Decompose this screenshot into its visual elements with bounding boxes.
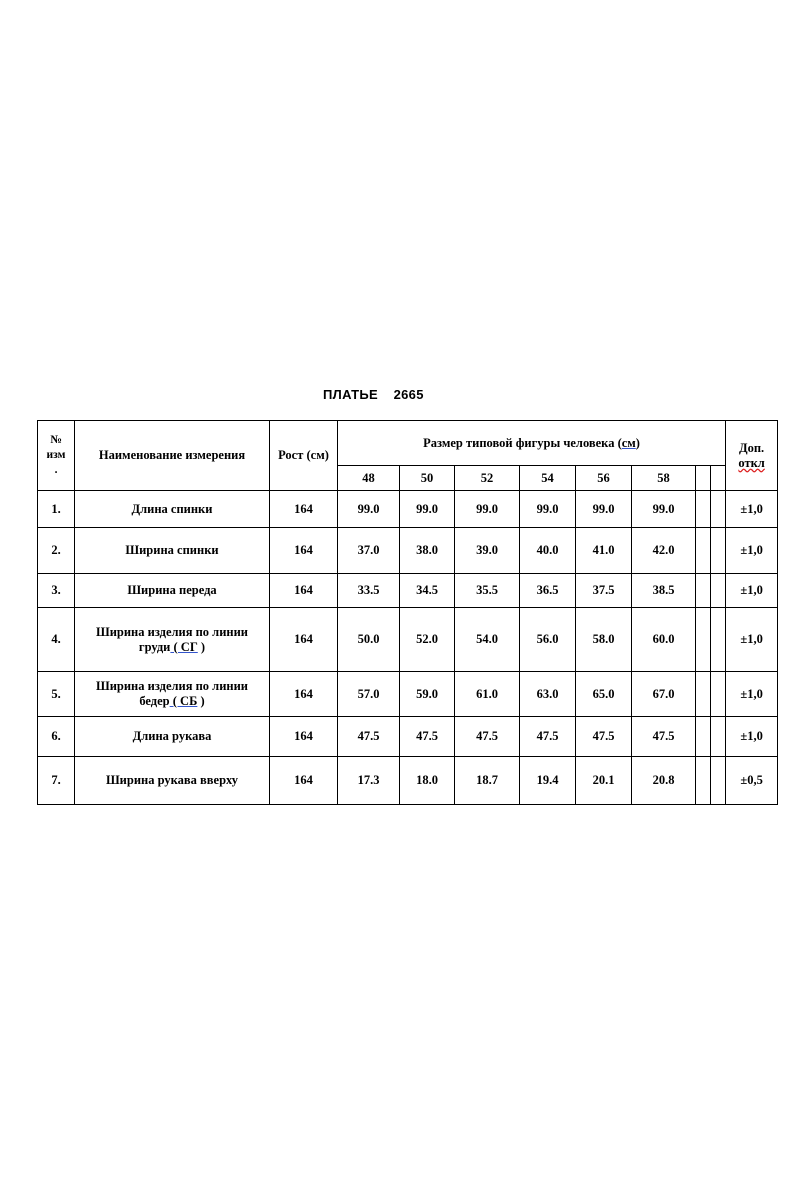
empty-size-cell: [711, 466, 726, 491]
row-rost: 164: [270, 757, 338, 805]
row-value: 61.0: [455, 672, 520, 717]
row-value: 20.1: [576, 757, 632, 805]
row-value: 37.5: [576, 574, 632, 608]
row-num: 1.: [38, 491, 75, 528]
row-num: 5.: [38, 672, 75, 717]
empty-cell: [696, 757, 711, 805]
row-num: 4.: [38, 608, 75, 672]
empty-cell: [696, 574, 711, 608]
row-value: 41.0: [576, 528, 632, 574]
header-row-1: [38, 421, 778, 466]
header-tolerance: Доп. откл: [726, 421, 778, 491]
row-value: 58.0: [576, 608, 632, 672]
row-num: 6.: [38, 717, 75, 757]
empty-cell: [711, 574, 726, 608]
row-rost: 164: [270, 491, 338, 528]
row-name: Ширина изделия по линии бедер ( СБ ): [75, 672, 270, 717]
row-name: Ширина переда: [75, 574, 270, 608]
row-value: 37.0: [338, 528, 400, 574]
row-value: 18.7: [455, 757, 520, 805]
empty-cell: [696, 491, 711, 528]
header-size: 50: [400, 466, 455, 491]
row-name: Ширина спинки: [75, 528, 270, 574]
row-value: 39.0: [455, 528, 520, 574]
row-tolerance: ±1,0: [726, 528, 778, 574]
row-value: 99.0: [632, 491, 696, 528]
row-value: 99.0: [520, 491, 576, 528]
row-name: Длина спинки: [75, 491, 270, 528]
row-tolerance: ±1,0: [726, 574, 778, 608]
row-value: 67.0: [632, 672, 696, 717]
row-value: 35.5: [455, 574, 520, 608]
table-row: [38, 491, 778, 528]
empty-cell: [711, 491, 726, 528]
header-size: 56: [576, 466, 632, 491]
row-value: 18.0: [400, 757, 455, 805]
row-num: 2.: [38, 528, 75, 574]
document-title: ПЛАТЬЕ 2665: [323, 387, 424, 402]
row-name: Ширина рукава вверху: [75, 757, 270, 805]
row-tolerance: ±1,0: [726, 672, 778, 717]
row-value: 47.5: [632, 717, 696, 757]
row-value: 34.5: [400, 574, 455, 608]
row-value: 38.0: [400, 528, 455, 574]
row-value: 99.0: [338, 491, 400, 528]
empty-cell: [696, 528, 711, 574]
unit-cm: см: [621, 435, 636, 450]
row-value: 20.8: [632, 757, 696, 805]
header-size: 48: [338, 466, 400, 491]
row-rost: 164: [270, 672, 338, 717]
row-rost: 164: [270, 717, 338, 757]
empty-cell: [711, 672, 726, 717]
empty-cell: [696, 717, 711, 757]
header-num: № изм .: [38, 421, 75, 491]
row-value: 50.0: [338, 608, 400, 672]
row-value: 59.0: [400, 672, 455, 717]
row-rost: 164: [270, 528, 338, 574]
row-value: 56.0: [520, 608, 576, 672]
row-tolerance: ±0,5: [726, 757, 778, 805]
row-num: 3.: [38, 574, 75, 608]
table-row: [38, 574, 778, 608]
table-row: [38, 757, 778, 805]
row-value: 33.5: [338, 574, 400, 608]
row-name: Длина рукава: [75, 717, 270, 757]
row-value: 60.0: [632, 608, 696, 672]
row-value: 65.0: [576, 672, 632, 717]
row-value: 47.5: [520, 717, 576, 757]
row-tolerance: ±1,0: [726, 491, 778, 528]
table-row: [38, 717, 778, 757]
row-value: 99.0: [400, 491, 455, 528]
empty-size-cell: [696, 466, 711, 491]
header-size: 54: [520, 466, 576, 491]
row-tolerance: ±1,0: [726, 608, 778, 672]
row-value: 47.5: [455, 717, 520, 757]
row-value: 47.5: [576, 717, 632, 757]
row-value: 19.4: [520, 757, 576, 805]
row-rost: 164: [270, 574, 338, 608]
row-value: 54.0: [455, 608, 520, 672]
table-row: [38, 608, 778, 672]
row-value: 36.5: [520, 574, 576, 608]
row-value: 47.5: [338, 717, 400, 757]
header-size: 58: [632, 466, 696, 491]
row-value: 42.0: [632, 528, 696, 574]
empty-cell: [696, 608, 711, 672]
row-tolerance: ±1,0: [726, 717, 778, 757]
header-size-group: Размер типовой фигуры человека (см): [338, 421, 726, 466]
table-row: [38, 672, 778, 717]
row-value: 63.0: [520, 672, 576, 717]
header-rost: Рост (см): [270, 421, 338, 491]
empty-cell: [711, 528, 726, 574]
row-rost: 164: [270, 608, 338, 672]
measurements-table: [37, 420, 778, 805]
row-value: 40.0: [520, 528, 576, 574]
header-size: 52: [455, 466, 520, 491]
row-num: 7.: [38, 757, 75, 805]
row-value: 57.0: [338, 672, 400, 717]
empty-cell: [711, 608, 726, 672]
row-value: 52.0: [400, 608, 455, 672]
table-row: [38, 528, 778, 574]
row-value: 99.0: [455, 491, 520, 528]
empty-cell: [711, 717, 726, 757]
empty-cell: [696, 672, 711, 717]
row-name: Ширина изделия по линии груди ( СГ ): [75, 608, 270, 672]
empty-cell: [711, 757, 726, 805]
header-name: Наименование измерения: [75, 421, 270, 491]
row-value: 17.3: [338, 757, 400, 805]
row-value: 47.5: [400, 717, 455, 757]
row-value: 38.5: [632, 574, 696, 608]
row-value: 99.0: [576, 491, 632, 528]
